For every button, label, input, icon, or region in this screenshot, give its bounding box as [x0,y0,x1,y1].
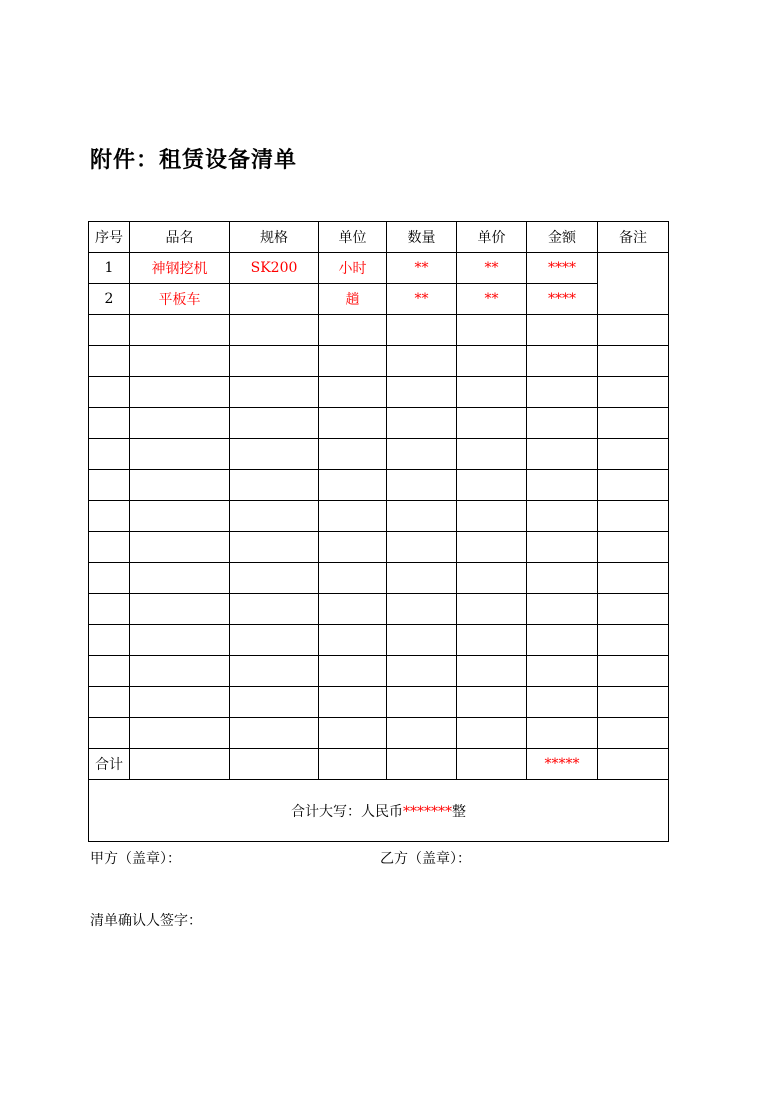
table-cell-empty [457,501,527,532]
table-cell-empty [319,687,387,718]
table-cell-empty [230,718,319,749]
table-row-empty [89,315,669,346]
table-cell-empty [89,594,130,625]
table-cell-empty [457,315,527,346]
table-cell-empty [319,501,387,532]
table-cell-empty [457,532,527,563]
table-cell-empty [387,563,457,594]
table-cell-empty [387,501,457,532]
table-cell-empty [387,315,457,346]
table-cell-empty [457,439,527,470]
table-cell-empty [319,315,387,346]
table-cell-empty [457,563,527,594]
table-cell-empty [130,315,230,346]
table-row-empty [89,408,669,439]
table-row-empty [89,625,669,656]
table-cell-empty [130,439,230,470]
table-cell-empty [598,656,669,687]
table-cell-empty [457,346,527,377]
header-cell-name: 品名 [130,222,230,253]
table-cell-empty [319,625,387,656]
table-cell-empty [319,470,387,501]
table-cell-empty [387,377,457,408]
total-cell-empty [130,749,230,780]
table-cell-empty [89,625,130,656]
table-cell-empty [130,687,230,718]
table-cell-empty [527,718,598,749]
table-cell-empty [598,625,669,656]
table-cell-empty [527,687,598,718]
table-cell-empty [598,501,669,532]
table-cell-empty [598,718,669,749]
table-row-empty [89,563,669,594]
table-cell-empty [387,470,457,501]
table-cell-empty [598,408,669,439]
header-cell-note: 备注 [598,222,669,253]
table-cell-empty [598,563,669,594]
table-row-empty [89,687,669,718]
table-cell-empty [319,563,387,594]
table-cell-empty [89,315,130,346]
table-cell-empty [319,594,387,625]
table-cell-empty [527,439,598,470]
table-cell-empty [230,501,319,532]
table-cell-empty [527,346,598,377]
header-cell-unit: 单位 [319,222,387,253]
table-cell-empty [457,656,527,687]
table-cell-empty [89,439,130,470]
total-cell-empty [457,749,527,780]
table-cell-empty [89,532,130,563]
total-label: 合计 [89,749,130,780]
total-cell-empty [598,749,669,780]
header-cell-qty: 数量 [387,222,457,253]
party-b-seal-label: 乙方（盖章）： [380,851,471,867]
table-cell-empty [89,718,130,749]
table-cell-empty [527,408,598,439]
list-confirmer-signature-label: 清单确认人签字： [90,913,202,929]
table-cell-empty [89,501,130,532]
cell-qty: ** [387,284,457,315]
table-cell-empty [89,377,130,408]
table-cell-empty [387,718,457,749]
cell-unit: 趟 [319,284,387,315]
total-row [89,749,669,780]
table-cell-empty [130,563,230,594]
header-cell-no: 序号 [89,222,130,253]
cell-note [598,253,669,315]
table-cell-empty [457,470,527,501]
table-cell-empty [387,408,457,439]
table-cell-empty [387,532,457,563]
amount-in-words-row [89,780,669,842]
table-cell-empty [457,408,527,439]
cell-price: ** [457,253,527,284]
cell-qty: ** [387,253,457,284]
table-cell-empty [598,532,669,563]
table-cell-empty [457,718,527,749]
cell-amount: **** [527,253,598,284]
table-cell-empty [457,625,527,656]
cell-no: 2 [89,284,130,315]
table-cell-empty [598,439,669,470]
table-cell-empty [130,408,230,439]
table-cell-empty [457,687,527,718]
amount-in-words-value: ******* [403,803,452,820]
cell-unit: 小时 [319,253,387,284]
table-cell-empty [598,377,669,408]
table-row-empty [89,346,669,377]
equipment-table [88,221,669,842]
cell-no: 1 [89,253,130,284]
table-cell-empty [130,532,230,563]
table-cell-empty [89,656,130,687]
table-cell-empty [527,594,598,625]
table-cell-empty [230,656,319,687]
party-a-seal-label: 甲方（盖章）： [90,851,181,867]
table-cell-empty [319,656,387,687]
table-cell-empty [230,594,319,625]
table-cell-empty [387,439,457,470]
table-cell-empty [130,594,230,625]
cell-spec: SK200 [230,253,319,284]
table-cell-empty [527,501,598,532]
total-cell-empty [319,749,387,780]
table-cell-empty [230,470,319,501]
table-cell-empty [527,625,598,656]
table-cell-empty [230,408,319,439]
cell-name: 神钢挖机 [130,253,230,284]
table-cell-empty [230,687,319,718]
table-row [89,284,669,315]
table-cell-empty [230,346,319,377]
table-cell-empty [319,532,387,563]
table-cell-empty [319,408,387,439]
table-cell-empty [130,377,230,408]
table-cell-empty [527,656,598,687]
table-cell-empty [89,346,130,377]
table-cell-empty [527,470,598,501]
header-cell-amount: 金额 [527,222,598,253]
table-cell-empty [319,439,387,470]
table-cell-empty [598,470,669,501]
table-cell-empty [387,687,457,718]
table-cell-empty [89,408,130,439]
table-cell-empty [230,532,319,563]
table-cell-empty [89,563,130,594]
table-header-row [89,222,669,253]
table-row-empty [89,594,669,625]
table-cell-empty [598,594,669,625]
cell-spec [230,284,319,315]
amount-in-words-cell [89,780,669,842]
table-row-empty [89,501,669,532]
table-row-empty [89,377,669,408]
table-cell-empty [387,594,457,625]
table-row-empty [89,718,669,749]
table-cell-empty [319,346,387,377]
table-cell-empty [387,625,457,656]
table-cell-empty [130,501,230,532]
table-cell-empty [598,315,669,346]
total-cell-empty [387,749,457,780]
table-cell-empty [527,563,598,594]
cell-name: 平板车 [130,284,230,315]
table-cell-empty [527,315,598,346]
cell-price: ** [457,284,527,315]
table-cell-empty [130,656,230,687]
header-cell-price: 单价 [457,222,527,253]
table-row-empty [89,532,669,563]
table-cell-empty [319,377,387,408]
table-cell-empty [387,656,457,687]
table-row-empty [89,656,669,687]
table-cell-empty [527,377,598,408]
table-cell-empty [130,346,230,377]
table-cell-empty [230,315,319,346]
table-cell-empty [230,563,319,594]
table-row-empty [89,439,669,470]
table-row-empty [89,470,669,501]
amount-in-words-prefix: 合计大写：人民币 [291,803,403,820]
table-cell-empty [130,470,230,501]
table-cell-empty [387,346,457,377]
table-cell-empty [230,625,319,656]
table-cell-empty [598,687,669,718]
table-cell-empty [527,532,598,563]
table-cell-empty [89,470,130,501]
header-cell-spec: 规格 [230,222,319,253]
cell-amount: **** [527,284,598,315]
table-cell-empty [130,718,230,749]
table-cell-empty [89,687,130,718]
table-cell-empty [230,439,319,470]
table-cell-empty [457,594,527,625]
table-cell-empty [457,377,527,408]
table-cell-empty [319,718,387,749]
table-cell-empty [598,346,669,377]
total-amount: ***** [527,749,598,780]
table-cell-empty [130,625,230,656]
document-title: 附件：租赁设备清单 [90,148,298,173]
amount-in-words-suffix: 整 [452,803,466,820]
total-cell-empty [230,749,319,780]
table-cell-empty [230,377,319,408]
table-row [89,253,669,284]
